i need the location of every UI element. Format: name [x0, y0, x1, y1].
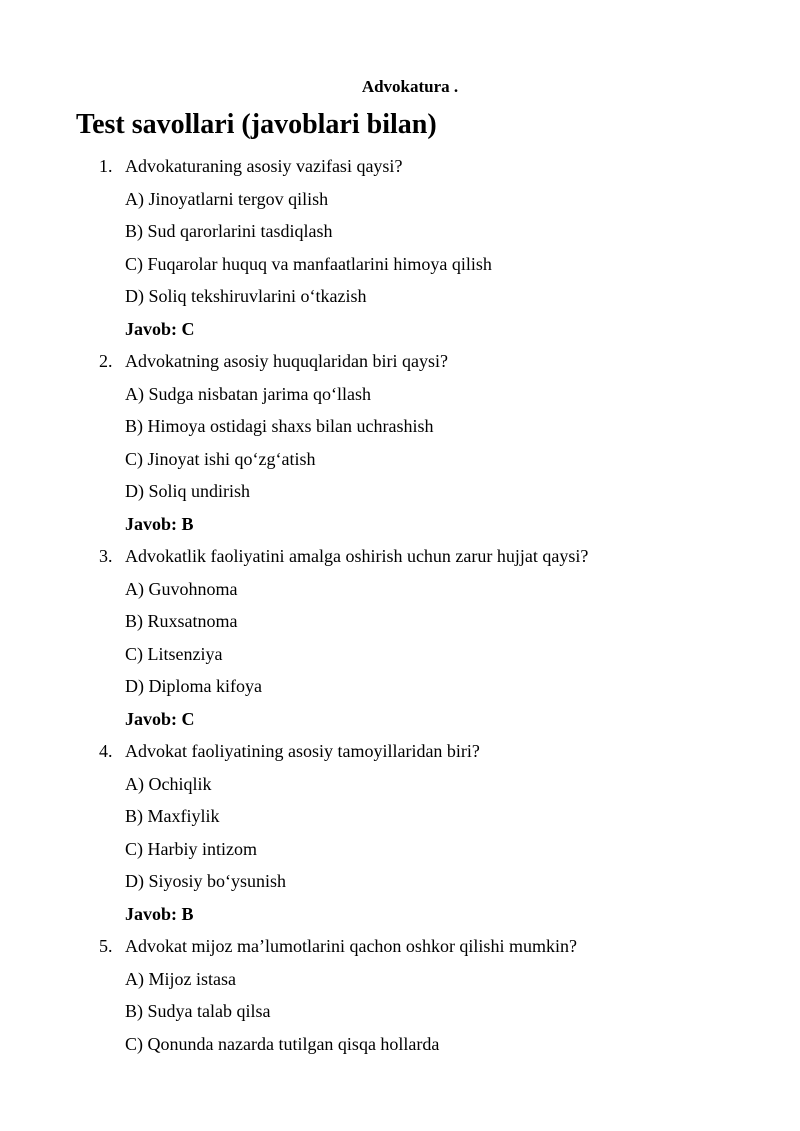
answer-label: Javob: B: [125, 903, 194, 924]
option-d: D) Soliq undirish: [125, 481, 251, 501]
option-a: A) Guvohnoma: [125, 578, 238, 599]
question-list: [0, 150, 800, 1060]
answer-label: Javob: B: [125, 513, 194, 534]
question-2: [0, 345, 800, 540]
question-text: Advokatning asosiy huquqlaridan biri qaysi?: [125, 351, 448, 371]
question-1: [0, 150, 800, 345]
document-title: Test savollari (javoblari bilan): [76, 109, 437, 140]
option-c: C) Litsenziya: [125, 643, 223, 664]
option-b: B) Sud qarorlarini tasdiqlash: [125, 221, 333, 241]
question-3: [0, 540, 800, 735]
question-number: 3.: [99, 546, 113, 566]
option-c: C) Jinoyat ishi qo‘zg‘atish: [125, 448, 316, 469]
question-text: Advokaturaning asosiy vazifasi qaysi?: [125, 156, 403, 176]
option-c: C) Qonunda nazarda tutilgan qisqa hollarda: [125, 1033, 440, 1054]
question-4: [0, 735, 800, 930]
option-d: D) Soliq tekshiruvlarini o‘tkazish: [125, 286, 367, 306]
question-number: 2.: [99, 351, 113, 371]
option-b: B) Maxfiylik: [125, 806, 220, 826]
option-a: A) Sudga nisbatan jarima qo‘llash: [125, 383, 371, 404]
option-b: B) Himoya ostidagi shaxs bilan uchrashish: [125, 416, 434, 436]
option-b: B) Ruxsatnoma: [125, 611, 238, 631]
question-text: Advokat mijoz ma’lumotlarini qachon oshkor qilishi mumkin?: [125, 936, 577, 956]
document-header: Advokatura .: [361, 77, 459, 96]
question-text: Advokatlik faoliyatini amalga oshirish uchun zarur hujjat qaysi?: [125, 546, 589, 566]
option-d: D) Siyosiy bo‘ysunish: [125, 871, 287, 891]
option-d: D) Diploma kifoya: [125, 676, 262, 696]
option-c: C) Fuqarolar huquq va manfaatlarini himoya qilish: [125, 253, 492, 274]
question-number: 4.: [99, 741, 113, 761]
question-number: 1.: [99, 156, 113, 176]
question-5: [0, 930, 800, 1060]
option-a: A) Jinoyatlarni tergov qilish: [125, 188, 329, 209]
answer-label: Javob: C: [125, 318, 195, 339]
option-a: A) Mijoz istasa: [125, 968, 236, 989]
question-text: Advokat faoliyatining asosiy tamoyillaridan biri?: [125, 741, 480, 761]
option-b: B) Sudya talab qilsa: [125, 1001, 271, 1021]
option-c: C) Harbiy intizom: [125, 838, 257, 859]
question-number: 5.: [99, 936, 113, 956]
answer-label: Javob: C: [125, 708, 195, 729]
option-a: A) Ochiqlik: [125, 773, 212, 794]
